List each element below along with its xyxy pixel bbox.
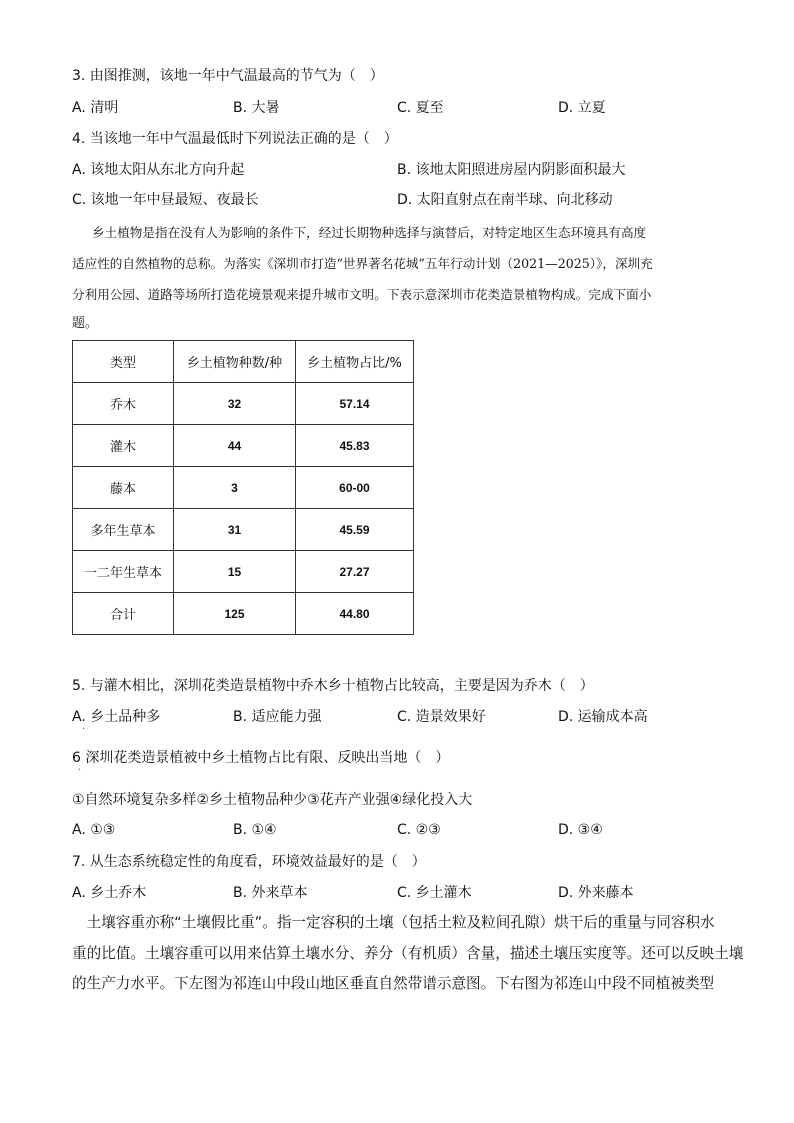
table-cell-type: 多年生草本	[73, 509, 174, 551]
stray-dot-mark: ·	[82, 724, 86, 735]
table-header-cell: 类型	[73, 341, 174, 383]
table-row	[73, 467, 414, 509]
table-row	[73, 593, 414, 635]
table-cell-ratio: 57.14	[296, 383, 414, 425]
table-cell-ratio: 44.80	[296, 593, 414, 635]
q3-option-c[interactable]: C. 夏至	[397, 100, 444, 116]
plant-composition-table	[72, 340, 414, 635]
question-6-stem: 6 深圳花类造景植被中乡土植物占比有限、反映出当地（ ）	[72, 750, 450, 766]
table-cell-count: 44	[174, 425, 296, 467]
table-cell-type: 藤本	[73, 467, 174, 509]
table-row	[73, 551, 414, 593]
table-cell-ratio: 45.59	[296, 509, 414, 551]
table-cell-ratio: 27.27	[296, 551, 414, 593]
q6-option-a[interactable]: A. ①③	[72, 822, 116, 838]
q5-option-d[interactable]: D. 运输成本高	[558, 709, 648, 725]
q4-option-b[interactable]: B. 该地太阳照进房屋内阴影面积最大	[397, 162, 626, 178]
q6-option-b[interactable]: B. ①④	[233, 822, 277, 838]
table-cell-type: 合计	[73, 593, 174, 635]
q6-option-d[interactable]: D. ③④	[558, 822, 603, 838]
table-cell-ratio: 45.83	[296, 425, 414, 467]
question-7-stem: 7. 从生态系统稳定性的角度看，环境效益最好的是（ ）	[72, 854, 426, 870]
passage-2-line-3: 的生产力水平。下左图为祁连山中段山地区垂直自然带谱示意图。下右图为祁连山中段不同植被类型	[72, 975, 715, 992]
q3-option-d[interactable]: D. 立夏	[558, 100, 606, 116]
q6-option-c[interactable]: C. ②③	[397, 822, 441, 838]
table-cell-ratio: 60-00	[296, 467, 414, 509]
table-cell-count: 32	[174, 383, 296, 425]
table-cell-type: 一二年生草本	[73, 551, 174, 593]
table-header-row	[73, 341, 414, 383]
table-row	[73, 425, 414, 467]
q3-option-b[interactable]: B. 大暑	[233, 100, 280, 116]
table-cell-count: 31	[174, 509, 296, 551]
table-cell-count: 125	[174, 593, 296, 635]
q7-option-d[interactable]: D. 外来藤本	[558, 885, 634, 901]
stray-dot-mark: ·	[78, 765, 82, 776]
question-5-stem: 5. 与灌木相比，深圳花类造景植物中乔木乡十植物占比较高，主要是因为乔木（ ）	[72, 678, 594, 694]
question-4-stem: 4. 当该地一年中气温最低时下列说法正确的是（ ）	[72, 131, 398, 147]
question-3-stem: 3. 由图推测，该地一年中气温最高的节气为（ ）	[72, 68, 384, 84]
table-header-cell: 乡土植物占比/%	[296, 341, 414, 383]
passage-1-line-2: 适应性的自然植物的总称。为落实《深圳市打造“世界著名花城”五年行动计划（2021—2025）》，深圳充	[72, 256, 653, 271]
passage-2-line-1: 土壤容重亦称“土壤假比重”。指一定容积的土壤（包括土粒及粒间孔隙）烘干后的重量与同容积水	[72, 914, 715, 931]
passage-1-line-3: 分利用公园、道路等场所打造花境景观来提升城市文明。下表示意深圳市花类造景植物构成。完成下面小	[72, 287, 652, 302]
table-cell-count: 3	[174, 467, 296, 509]
question-6-choices: ①自然环境复杂多样②乡土植物品种少③花卉产业强④绿化投入大	[72, 792, 473, 808]
table-row	[73, 383, 414, 425]
q7-option-a[interactable]: A. 乡土乔木	[72, 885, 147, 901]
q3-option-a[interactable]: A. 清明	[72, 100, 119, 116]
q4-option-d[interactable]: D. 太阳直射点在南半球、向北移动	[397, 192, 613, 208]
passage-1-line-4: 题。	[72, 316, 99, 331]
q5-option-a[interactable]: A. 乡土品种多	[72, 709, 161, 725]
q4-option-c[interactable]: C. 该地一年中昼最短、夜最长	[72, 192, 259, 208]
table-cell-type: 灌木	[73, 425, 174, 467]
q5-option-b[interactable]: B. 适应能力强	[233, 709, 322, 725]
q4-option-a[interactable]: A. 该地太阳从东北方向升起	[72, 162, 245, 178]
q5-option-c[interactable]: C. 造景效果好	[397, 709, 486, 725]
q7-option-b[interactable]: B. 外来草本	[233, 885, 308, 901]
passage-1-line-1: 乡土植物是指在没有人为影响的条件下，经过长期物种选择与演替后，对特定地区生态环境具有高度	[92, 225, 647, 240]
passage-2-line-2: 重的比值。土壤容重可以用来估算土壤水分、养分（有机质）含量，描述土壤压实度等。还可以反映土壤	[72, 945, 744, 962]
table-cell-type: 乔木	[73, 383, 174, 425]
table-header-cell: 乡土植物种数/种	[174, 341, 296, 383]
q7-option-c[interactable]: C. 乡土灌木	[397, 885, 472, 901]
table-row	[73, 509, 414, 551]
table-cell-count: 15	[174, 551, 296, 593]
